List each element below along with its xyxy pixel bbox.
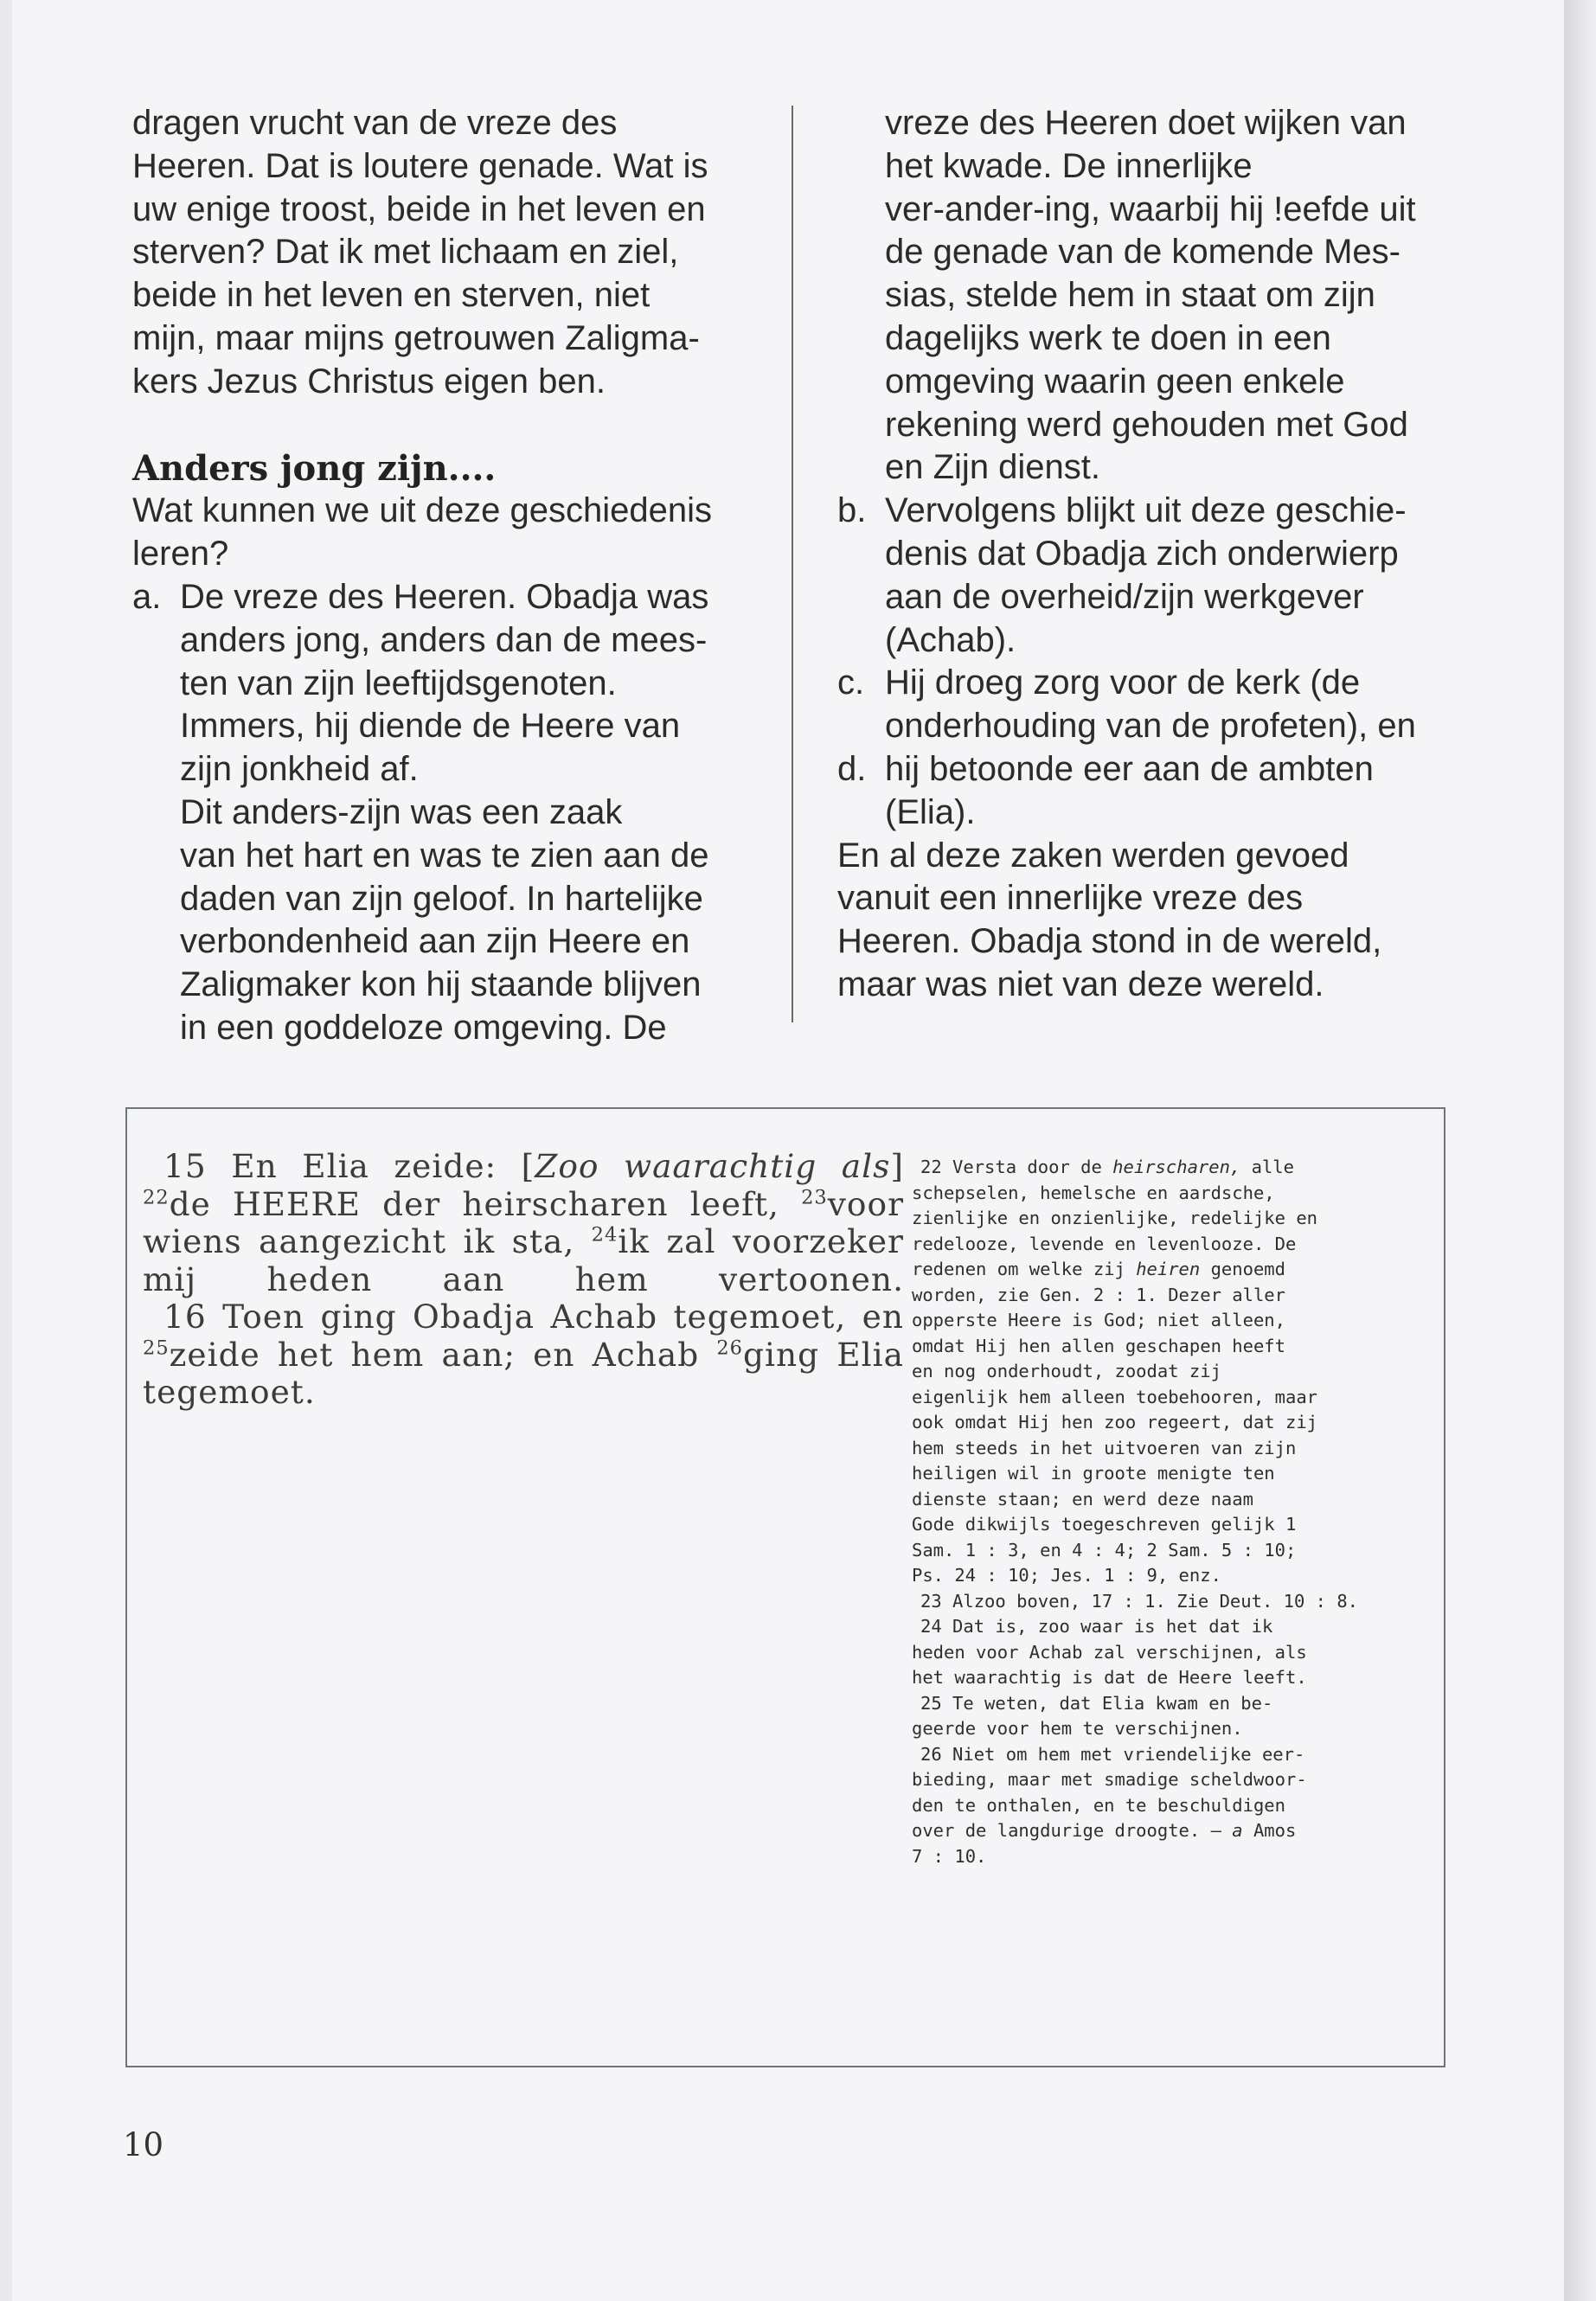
footnote-text: Versta door de bbox=[952, 1157, 1102, 1177]
scripture-text bbox=[143, 1148, 904, 1412]
footnote-line: 7 : 10. bbox=[912, 1845, 987, 1867]
text-line: mijn, maar mijns getrouwen Zaligma- bbox=[132, 318, 700, 357]
text-line: Immers, hij diende de Heere van bbox=[180, 707, 681, 746]
text-line: Heeren. Obadja stond in de wereld, bbox=[837, 922, 1382, 961]
footnote-italic: heiren bbox=[1136, 1259, 1201, 1279]
text-line: de genade van de komende Mes- bbox=[885, 233, 1401, 272]
text-line: dragen vrucht van de vreze des bbox=[132, 104, 618, 142]
text-line: daden van zijn geloof. In hartelijke bbox=[180, 879, 703, 918]
footnote-line: omdat Hij hen allen geschapen heeft bbox=[912, 1335, 1285, 1356]
text-line: sterven? Dat ik met lichaam en ziel, bbox=[132, 233, 679, 272]
footnote-line bbox=[912, 1818, 1415, 1844]
footnote-line: heden voor Achab zal verschijnen, als bbox=[912, 1641, 1307, 1663]
text-line: van het hart en was te zien aan de bbox=[180, 836, 709, 875]
text-line: En al deze zaken werden gevoed bbox=[837, 836, 1349, 875]
text-line: Wat kunnen we uit deze geschiedenis bbox=[132, 491, 713, 530]
footnote-line: het waarachtig is dat de Heere leeft. bbox=[912, 1667, 1307, 1688]
verse-text: zeide het hem aan; en Achab bbox=[169, 1335, 700, 1374]
footnote-line: opperste Heere is God; niet alleen, bbox=[912, 1310, 1285, 1330]
page-number: 10 bbox=[123, 2126, 164, 2163]
footnote-line: Ps. 24 : 10; Jes. 1 : 9, enz. bbox=[912, 1565, 1221, 1586]
text-line: dagelijks werk te doen in een bbox=[885, 318, 1331, 357]
verse-text: wiens aangezicht ik sta, bbox=[143, 1222, 575, 1260]
verse-text: 15 En Elia zeide: [ bbox=[163, 1147, 535, 1185]
text-line: en Zijn dienst. bbox=[885, 448, 1101, 487]
footnote-line: eigenlijk hem alleen toebehooren, maar bbox=[912, 1386, 1317, 1407]
footnote-line: worden, zie Gen. 2 : 1. Dezer aller bbox=[912, 1284, 1285, 1305]
verse-15-line bbox=[143, 1148, 904, 1186]
footnote-italic: a bbox=[1232, 1820, 1243, 1841]
verse-16-line: 16 Toen ging Obadja Achab tegemoet, en bbox=[163, 1298, 904, 1336]
footnote-line: hem steeds in het uitvoeren van zijn bbox=[912, 1437, 1297, 1458]
footnote-line: bieding, maar met smadige scheldwoor- bbox=[912, 1769, 1307, 1790]
list-item-d bbox=[837, 748, 1452, 792]
verse-16-line: tegemoet. bbox=[143, 1373, 316, 1411]
footnote-text: redenen om welke zij bbox=[912, 1259, 1125, 1279]
footnote-line: schepselen, hemelsche en aardsche, bbox=[912, 1182, 1275, 1203]
text-line: ten van zijn leeftijdsgenoten. bbox=[180, 663, 617, 702]
footnote-line: 23 Alzoo boven, 17 : 1. Zie Deut. 10 : 8. bbox=[920, 1590, 1359, 1612]
verse-text: de HEERE der heirscharen leeft, bbox=[169, 1184, 779, 1223]
footnote-text: over de langdurige droogte. — bbox=[912, 1820, 1221, 1841]
footnote-line: geerde voor hem te verschijnen. bbox=[912, 1718, 1243, 1739]
list-label: b. bbox=[837, 491, 867, 530]
footnote-italic: heirscharen, bbox=[1112, 1157, 1241, 1177]
intro-paragraph bbox=[132, 102, 790, 404]
footnote-line: dienste staan; en werd deze naam bbox=[912, 1488, 1253, 1509]
text-line: maar was niet van deze wereld. bbox=[837, 965, 1324, 1003]
footnote-text: genoemd bbox=[1210, 1259, 1285, 1279]
text-line: zijn jonkheid af. bbox=[180, 750, 419, 789]
right-column bbox=[837, 102, 1452, 1007]
footnote-line: Gode dikwijls toegeschreven gelijk 1 bbox=[912, 1514, 1297, 1535]
footnote-line bbox=[912, 1155, 1415, 1181]
footnote-ref: 22 bbox=[143, 1186, 170, 1208]
text-line: ver-ander-ing, waarbij hij !eefde uit bbox=[885, 189, 1416, 228]
footnote-text: Amos bbox=[1253, 1820, 1297, 1841]
list-item-first-line: Hij droeg zorg voor de kerk (de bbox=[885, 663, 1361, 702]
text-line: Zaligmaker kon hij staande blijven bbox=[180, 965, 702, 1004]
text-line: onderhouding van de profeten), en bbox=[885, 707, 1416, 746]
text-line: rekening werd gehouden met God bbox=[885, 405, 1408, 444]
verse-text: voor bbox=[827, 1184, 904, 1223]
left-column bbox=[132, 102, 790, 1050]
list-label: d. bbox=[837, 749, 867, 788]
footnote-line: 26 Niet om hem met vriendelijke eer- bbox=[920, 1743, 1305, 1765]
verse-italic: Zoo waarachtig als bbox=[535, 1147, 891, 1185]
text-line: aan de overheid/zijn werkgever bbox=[885, 577, 1364, 616]
text-line: beide in het leven en sterven, niet bbox=[132, 276, 651, 315]
footnote-ref: 25 bbox=[143, 1336, 170, 1359]
footnote-ref: 23 bbox=[801, 1186, 828, 1208]
text-line: (Elia). bbox=[885, 792, 976, 831]
footnote-line: 24 Dat is, zoo waar is het dat ik bbox=[920, 1616, 1273, 1637]
list-item-a bbox=[132, 576, 790, 619]
text-line: denis dat Obadja zich onderwierp bbox=[885, 534, 1399, 573]
list-label: a. bbox=[132, 577, 162, 616]
text-line: Dit anders-zijn was een zaak bbox=[180, 792, 623, 831]
verse-text: ] bbox=[890, 1147, 904, 1185]
list-item-first-line: Vervolgens blijkt uit deze geschie- bbox=[885, 491, 1407, 530]
text-line: kers Jezus Christus eigen ben. bbox=[132, 362, 606, 401]
footnote-line: Sam. 1 : 3, en 4 : 4; 2 Sam. 5 : 10; bbox=[912, 1539, 1297, 1561]
verse-15-line: mij heden aan hem vertoonen. bbox=[143, 1259, 904, 1298]
text-line: Heeren. Dat is loutere genade. Wat is bbox=[132, 146, 708, 185]
verse-16-line bbox=[143, 1336, 904, 1375]
text-line: omgeving waarin geen enkele bbox=[885, 362, 1345, 401]
footnote-ref: 24 bbox=[591, 1223, 619, 1247]
page-edge bbox=[1564, 0, 1596, 2301]
list-item-first-line: De vreze des Heeren. Obadja was bbox=[180, 577, 709, 616]
verse-text: ik zal voorzeker bbox=[618, 1222, 904, 1260]
text-line: anders jong, anders dan de mees- bbox=[180, 620, 708, 659]
text-line: uw enige troost, beide in het leven en bbox=[132, 189, 706, 228]
text-line: sias, stelde hem in staat om zijn bbox=[885, 276, 1375, 315]
spacer bbox=[132, 404, 790, 447]
text-line: (Achab). bbox=[885, 620, 1016, 659]
list-item-b bbox=[837, 490, 1452, 533]
footnote-line: zienlijke en onzienlijke, redelijke en bbox=[912, 1208, 1317, 1228]
text-line: het kwade. De innerlijke bbox=[885, 146, 1253, 185]
section-heading: Anders jong zijn.... bbox=[132, 447, 497, 489]
footnote-line: den te onthalen, en te beschuldigen bbox=[912, 1794, 1285, 1816]
column-divider bbox=[792, 106, 793, 1022]
verse-15-line bbox=[143, 1223, 904, 1261]
footnote-line bbox=[912, 1257, 1415, 1283]
text-line: verbondenheid aan zijn Heere en bbox=[180, 922, 690, 961]
footnote-line: redelooze, levende en levenlooze. De bbox=[912, 1233, 1297, 1254]
footnote-line: en nog onderhoudt, zoodat zij bbox=[912, 1361, 1221, 1381]
verse-15-line bbox=[143, 1186, 904, 1224]
verse-text: ging Elia bbox=[743, 1335, 905, 1374]
footnote-line: ook omdat Hij hen zoo regeert, dat zij bbox=[912, 1412, 1317, 1433]
text-line: in een goddeloze omgeving. De bbox=[180, 1008, 667, 1047]
footnote-line: 25 Te weten, dat Elia kwam en be- bbox=[920, 1692, 1273, 1714]
text-line: leren? bbox=[132, 535, 229, 574]
footnote-ref: 26 bbox=[716, 1336, 743, 1359]
list-item-c bbox=[837, 662, 1452, 705]
footnotes bbox=[912, 1155, 1415, 1869]
text-line: vanuit een innerlijke vreze des bbox=[837, 879, 1304, 918]
list-item-first-line: hij betoonde eer aan de ambten bbox=[885, 749, 1374, 788]
footnote-number: 22 bbox=[920, 1157, 942, 1177]
text-line: vreze des Heeren doet wijken van bbox=[885, 104, 1407, 142]
list-label: c. bbox=[837, 663, 865, 702]
footnote-line: heiligen wil in groote menigte ten bbox=[912, 1463, 1275, 1484]
footnote-text: alle bbox=[1251, 1157, 1294, 1177]
